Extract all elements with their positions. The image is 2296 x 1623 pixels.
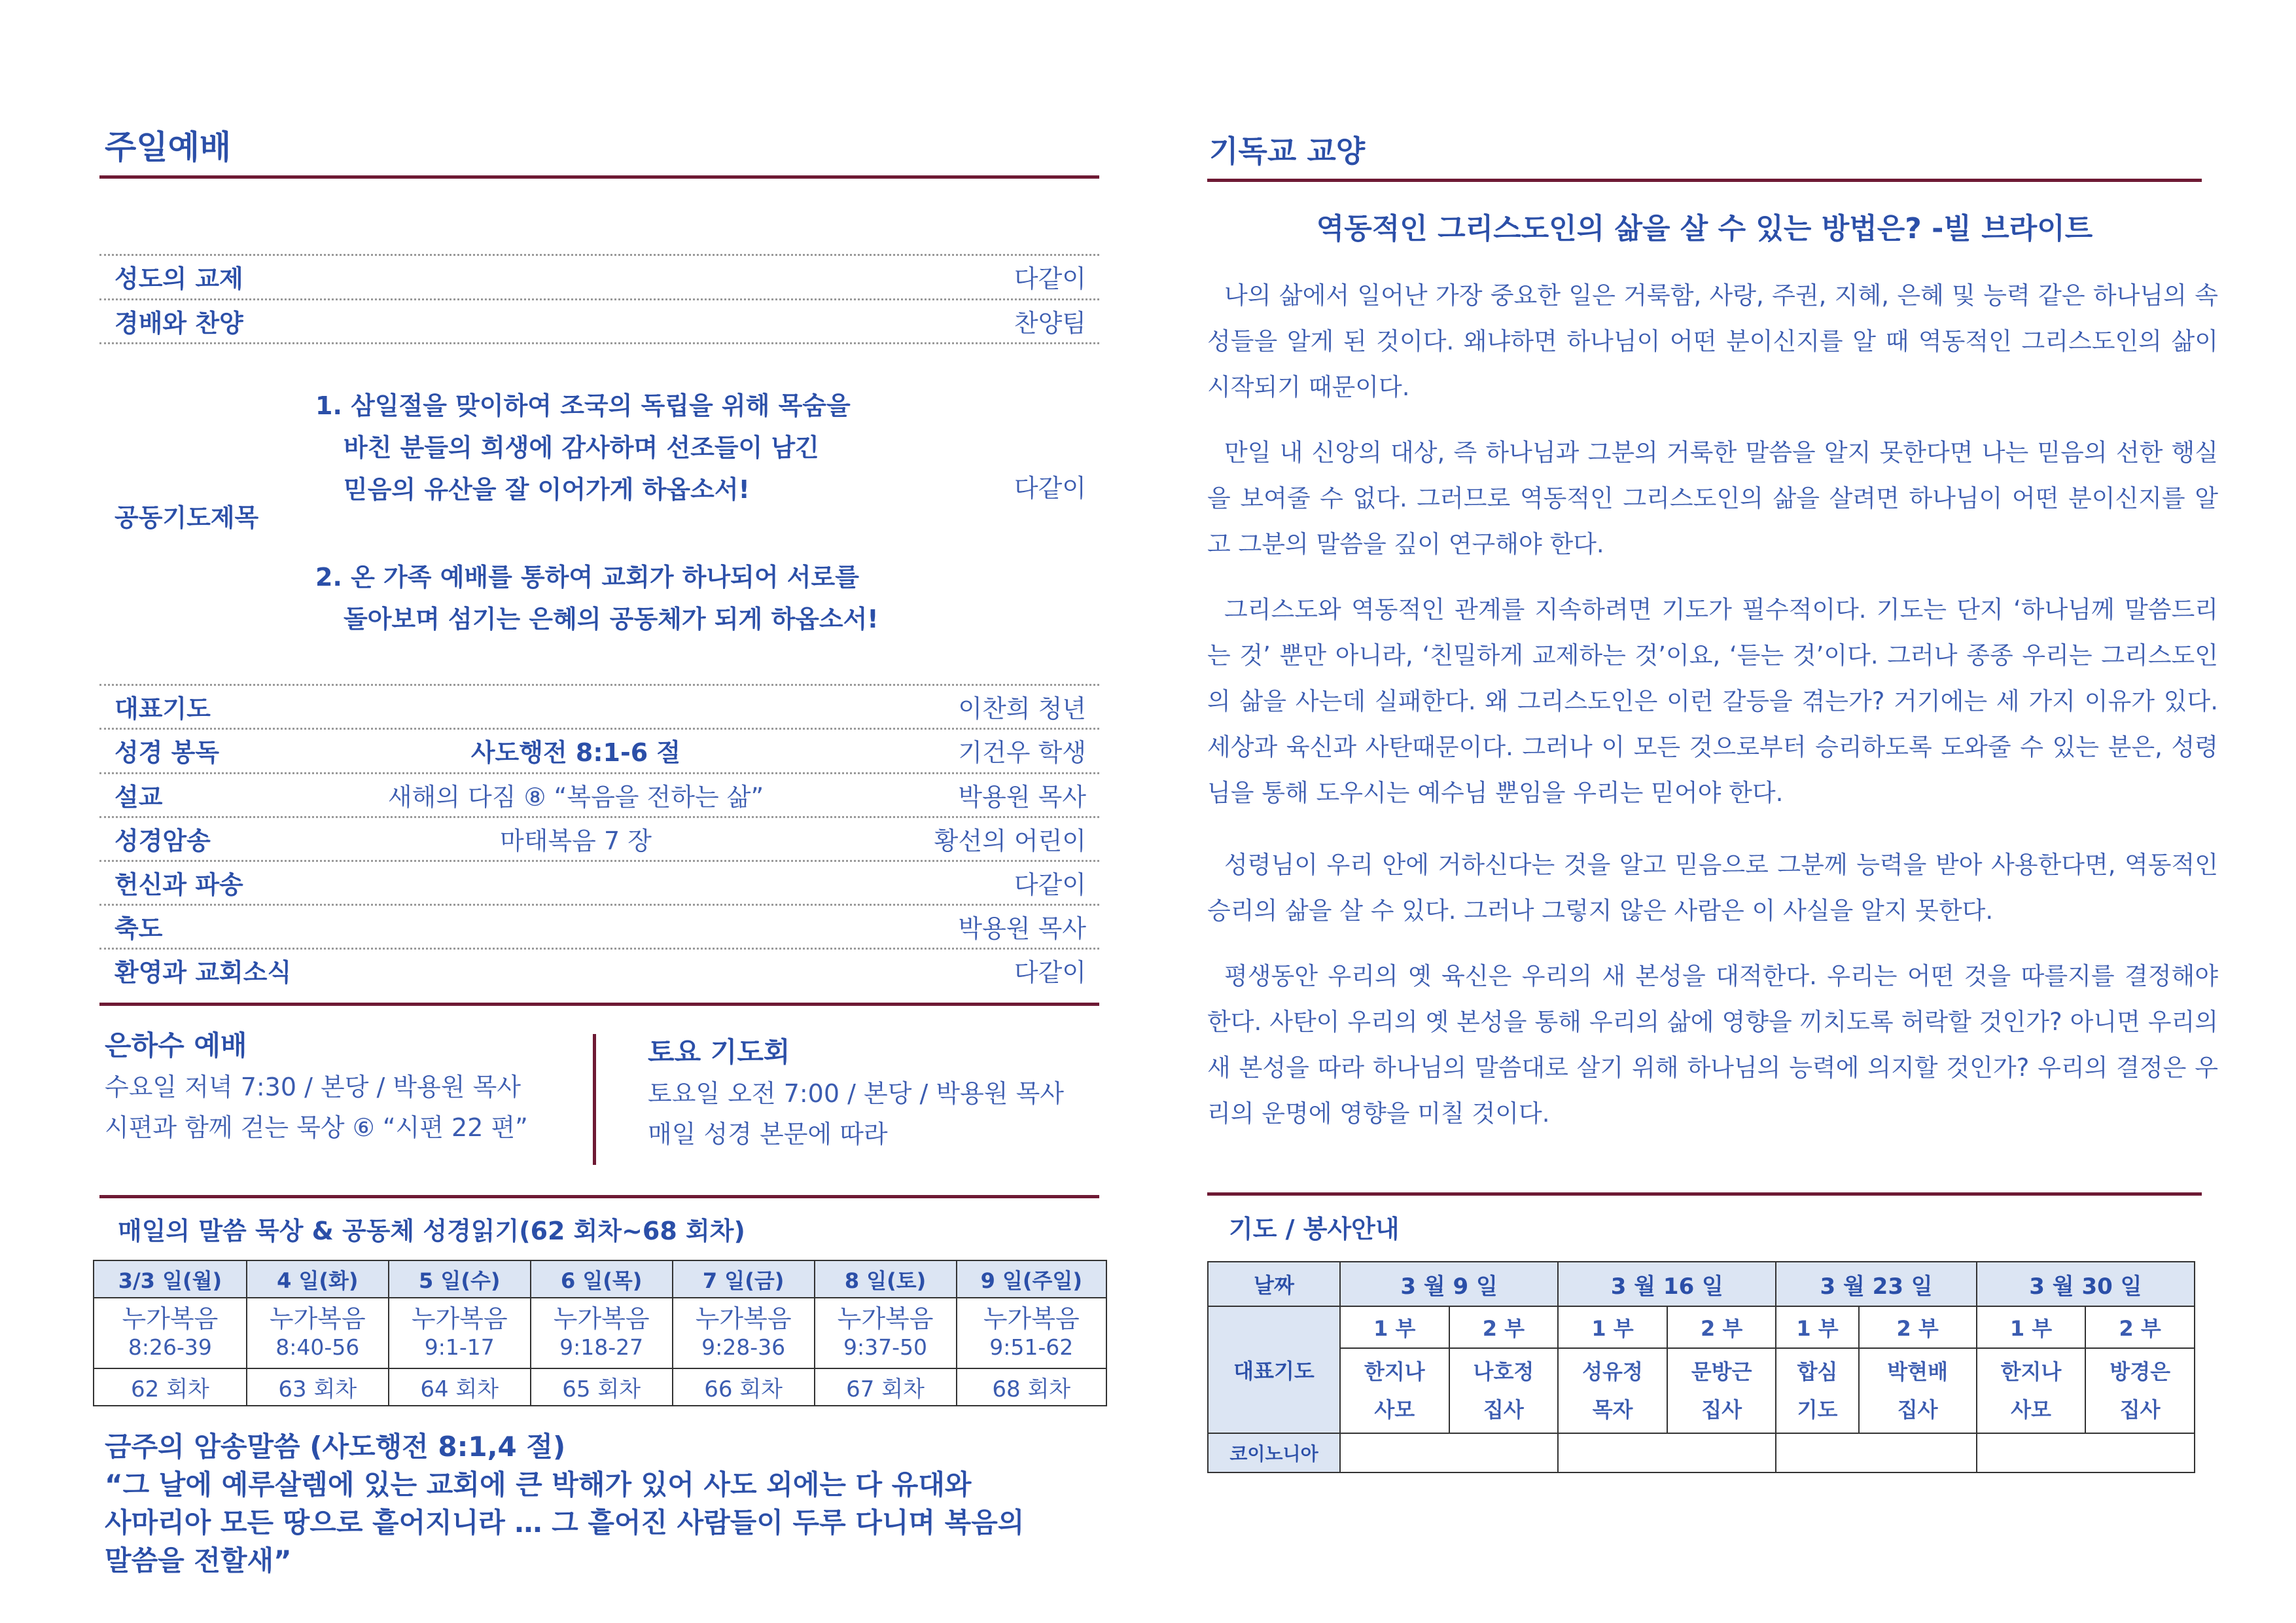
koinonia-cell bbox=[1776, 1433, 1976, 1472]
reading-day: 7 일(금) bbox=[673, 1260, 815, 1298]
reading-passage bbox=[94, 1298, 247, 1368]
prayer-leader-name: 문방근 bbox=[1691, 1359, 1752, 1384]
reading-round: 62 회차 bbox=[94, 1368, 247, 1406]
saturday-prayer-time: 토요일 오전 7:00 / 본당 / 박용원 목사 bbox=[648, 1079, 1064, 1108]
divider bbox=[99, 860, 1099, 862]
wednesday-service-time: 수요일 저녁 7:30 / 본당 / 박용원 목사 bbox=[105, 1073, 521, 1101]
reading-verses: 9:18-27 bbox=[559, 1334, 644, 1360]
divider bbox=[1207, 1192, 2202, 1196]
service-date: 3 월 30 일 bbox=[1977, 1262, 2195, 1306]
divider bbox=[99, 175, 1099, 179]
service-part: 2 부 bbox=[1859, 1306, 1977, 1348]
article-paragraph-4: 성령님이 우리 안에 거하신다는 것을 알고 믿음으로 그분께 능력을 받아 사용한다면, 역동적인 승리의 삶을 살 수 있다. 그러나 그렇지 않은 사람은 이 사실을 알지 못한다. bbox=[1207, 851, 2218, 925]
order-leader: 이찬희 청년 bbox=[958, 694, 1086, 723]
reading-verses: 9:37-50 bbox=[843, 1334, 928, 1360]
reading-passage bbox=[531, 1298, 673, 1368]
reading-day: 5 일(수) bbox=[389, 1260, 531, 1298]
reading-day: 4 일(화) bbox=[247, 1260, 389, 1298]
divider bbox=[99, 298, 1099, 300]
order-leader-praise: 찬양팀 bbox=[1014, 309, 1086, 338]
koinonia-cell bbox=[1340, 1433, 1558, 1472]
service-date: 3 월 23 일 bbox=[1776, 1262, 1976, 1306]
prayer-leader bbox=[1776, 1348, 1858, 1433]
order-leader: 기건우 학생 bbox=[958, 738, 1086, 767]
reading-book: 누가복음 bbox=[837, 1304, 934, 1333]
article-paragraph-1: 나의 삶에서 일어난 가장 중요한 일은 거룩함, 사랑, 주권, 지혜, 은혜 및 능력 같은 하나님의 속성들을 알게 된 것이다. 왜냐하면 하나님이 어떤 분이신지를 알 때 역동적인 그리스도인의 삶이 시작되기 때문이다. bbox=[1207, 281, 2218, 401]
saturday-prayer-title: 토요 기도회 bbox=[648, 1036, 790, 1068]
order-leader: 황선의 어린이 bbox=[934, 827, 1086, 855]
divider bbox=[99, 1003, 1099, 1006]
prayer-leader-name: 나호정 bbox=[1473, 1359, 1534, 1384]
reading-passage bbox=[957, 1298, 1106, 1368]
service-part: 1 부 bbox=[1776, 1306, 1858, 1348]
service-part: 1 부 bbox=[1977, 1306, 2086, 1348]
wednesday-service-title: 은하수 예배 bbox=[105, 1029, 247, 1061]
divider bbox=[99, 684, 1099, 686]
reading-day: 6 일(목) bbox=[531, 1260, 673, 1298]
prayer-leader bbox=[1558, 1348, 1667, 1433]
order-content: 마태복음 7 장 bbox=[500, 827, 652, 855]
order-content: 사도행전 8:1-6 절 bbox=[470, 738, 681, 767]
article-title: 역동적인 그리스도인의 삶을 살 수 있는 방법은? -빌 브라이트 bbox=[1316, 212, 2093, 245]
prayer-leader-title: 사모 bbox=[1374, 1397, 1415, 1422]
reading-round: 65 회차 bbox=[531, 1368, 673, 1406]
prayer-leader bbox=[1977, 1348, 2086, 1433]
service-date: 3 월 16 일 bbox=[1558, 1262, 1776, 1306]
article-paragraph-3: 그리스도와 역동적인 관계를 지속하려면 기도가 필수적이다. 기도는 단지 ‘하나님께 말씀드리는 것’ 뿐만 아니라, ‘친밀하게 교제하는 것’이요, ‘듣는 것’이다. 그러나 종종 우리는 그리스도인의 삶을 사는데 실패한다. 왜 그리스도인은 이런 갈등을 겪는가? 거기에는 세 가지 이유가 있다. 세상과 육신과 사탄때문이다. 그러나 이 모든 것으로부터 승리하도록 도와줄 수 있는 분은, 성령님을 통해 도우시는 예수님 뿐임을 우리는 믿어야 한다. bbox=[1207, 596, 2218, 807]
reading-passage bbox=[389, 1298, 531, 1368]
order-label: 환영과 교회소식 bbox=[115, 958, 292, 987]
reading-round: 64 회차 bbox=[389, 1368, 531, 1406]
prayer-leader-title: 집사 bbox=[1483, 1397, 1524, 1422]
common-prayer-label: 공동기도제목 bbox=[115, 503, 259, 532]
reading-verses: 8:26-39 bbox=[128, 1334, 212, 1360]
divider bbox=[99, 1195, 1099, 1198]
reading-round: 68 회차 bbox=[957, 1368, 1106, 1406]
prayer-leader-name: 박현배 bbox=[1887, 1359, 1948, 1384]
prayer-leader-name: 한지나 bbox=[2000, 1359, 2062, 1384]
reading-book: 누가복음 bbox=[122, 1304, 219, 1333]
service-schedule-table bbox=[1207, 1261, 2195, 1473]
order-label: 성경 봉독 bbox=[115, 738, 220, 767]
order-label: 설교 bbox=[115, 783, 163, 812]
representative-prayer-label: 대표기도 bbox=[1208, 1306, 1340, 1433]
divider bbox=[99, 948, 1099, 950]
reading-verses: 9:51-62 bbox=[989, 1334, 1074, 1360]
divider bbox=[99, 254, 1099, 256]
service-part: 2 부 bbox=[1667, 1306, 1776, 1348]
date-header: 날짜 bbox=[1208, 1262, 1340, 1306]
article-paragraph-5: 평생동안 우리의 옛 육신은 우리의 새 본성을 대적한다. 우리는 어떤 것을 따를지를 결정해야 한다. 사탄이 우리의 옛 본성을 통해 우리의 삶에 영향을 끼치도록 허락할 것인가? 아니면 우리의 새 본성을 따라 하나님의 말씀대로 살기 위해 하나님의 능력에 의지할 것인가? 우리의 결정은 우리의 운명에 영향을 미칠 것이다. bbox=[1207, 962, 2218, 1128]
reading-round: 67 회차 bbox=[815, 1368, 957, 1406]
reading-round: 63 회차 bbox=[247, 1368, 389, 1406]
memory-verse-line-1: “그 날에 예루살렘에 있는 교회에 큰 박해가 있어 사도 외에는 다 유대와 bbox=[105, 1469, 972, 1501]
prayer-leader bbox=[1667, 1348, 1776, 1433]
order-content: 새해의 다짐 ⑧ “복음을 전하는 삶” bbox=[387, 783, 764, 812]
order-leader-fellowship: 다같이 bbox=[1014, 264, 1086, 293]
divider bbox=[99, 342, 1099, 344]
prayer-leader bbox=[1449, 1348, 1559, 1433]
reading-passage bbox=[815, 1298, 957, 1368]
prayer-leader bbox=[2085, 1348, 2195, 1433]
reading-plan-title: 매일의 말씀 묵상 & 공동체 성경읽기(62 회차~68 회차) bbox=[118, 1217, 745, 1245]
reading-book: 누가복음 bbox=[553, 1304, 650, 1333]
memory-verse-line-2: 사마리아 모든 땅으로 흩어지니라 … 그 흩어진 사람들이 두루 다니며 복음의 bbox=[105, 1507, 1025, 1539]
reading-round: 66 회차 bbox=[673, 1368, 815, 1406]
prayer-item-2-line-2: 돌아보며 섬기는 은혜의 공동체가 되게 하옵소서! bbox=[344, 605, 879, 633]
order-leader: 다같이 bbox=[1014, 870, 1086, 899]
wednesday-service-topic: 시편과 함께 걷는 묵상 ⑥ “시편 22 편” bbox=[105, 1113, 528, 1142]
koinonia-cell bbox=[1977, 1433, 2195, 1472]
prayer-leader-title: 기도 bbox=[1797, 1397, 1838, 1422]
reading-verses: 9:28-36 bbox=[701, 1334, 786, 1360]
reading-book: 누가복음 bbox=[411, 1304, 508, 1333]
order-label: 성경암송 bbox=[115, 827, 211, 855]
prayer-leader-title: 집사 bbox=[1897, 1397, 1938, 1422]
memory-verse-title: 금주의 암송말씀 (사도행전 8:1,4 절) bbox=[105, 1431, 566, 1463]
reading-plan-table bbox=[93, 1260, 1107, 1406]
vertical-divider bbox=[593, 1034, 596, 1165]
reading-passage bbox=[673, 1298, 815, 1368]
divider bbox=[1207, 179, 2202, 182]
reading-verses: 9:1-17 bbox=[424, 1334, 495, 1360]
prayer-leader bbox=[1859, 1348, 1977, 1433]
reading-book: 누가복음 bbox=[983, 1304, 1080, 1333]
culture-section-title: 기독교 교양 bbox=[1209, 134, 1366, 169]
prayer-leader-title: 목자 bbox=[1592, 1397, 1633, 1422]
reading-book: 누가복음 bbox=[269, 1304, 366, 1333]
service-part: 1 부 bbox=[1340, 1306, 1449, 1348]
prayer-leader-name: 성유정 bbox=[1582, 1359, 1643, 1384]
prayer-leader bbox=[1340, 1348, 1449, 1433]
reading-passage bbox=[247, 1298, 389, 1368]
reading-day: 3/3 일(월) bbox=[94, 1260, 247, 1298]
saturday-prayer-note: 매일 성경 본문에 따라 bbox=[648, 1120, 888, 1149]
reading-day: 9 일(주일) bbox=[957, 1260, 1106, 1298]
divider bbox=[99, 728, 1099, 730]
order-label: 헌신과 파송 bbox=[115, 870, 243, 899]
divider bbox=[99, 816, 1099, 818]
prayer-leader-title: 집사 bbox=[2119, 1397, 2161, 1422]
order-label: 대표기도 bbox=[115, 694, 211, 723]
order-leader: 다같이 bbox=[1014, 958, 1086, 987]
order-label-praise: 경배와 찬양 bbox=[115, 309, 243, 338]
memory-verse-line-3: 말씀을 전할새” bbox=[105, 1544, 292, 1577]
reading-day: 8 일(토) bbox=[815, 1260, 957, 1298]
common-prayer-leader: 다같이 bbox=[1014, 474, 1086, 503]
koinonia-label: 코이노니아 bbox=[1208, 1433, 1340, 1472]
divider bbox=[99, 772, 1099, 774]
koinonia-cell bbox=[1558, 1433, 1776, 1472]
service-part: 2 부 bbox=[2085, 1306, 2195, 1348]
order-leader: 박용원 목사 bbox=[958, 914, 1086, 943]
service-part: 1 부 bbox=[1558, 1306, 1667, 1348]
order-label: 축도 bbox=[115, 914, 163, 943]
prayer-item-1-line-1: 1. 삼일절을 맞이하여 조국의 독립을 위해 목숨을 bbox=[315, 391, 851, 420]
order-leader: 박용원 목사 bbox=[958, 783, 1086, 812]
prayer-leader-title: 사모 bbox=[2011, 1397, 2051, 1422]
reading-verses: 8:40-56 bbox=[275, 1334, 360, 1360]
prayer-leader-name: 한지나 bbox=[1364, 1359, 1425, 1384]
divider bbox=[99, 904, 1099, 906]
service-guide-title: 기도 / 봉사안내 bbox=[1229, 1215, 1400, 1243]
prayer-leader-title: 집사 bbox=[1701, 1397, 1742, 1422]
prayer-item-1-line-2: 바친 분들의 희생에 감사하며 선조들이 남긴 bbox=[344, 433, 819, 462]
prayer-leader-name: 합심 bbox=[1797, 1359, 1838, 1384]
reading-book: 누가복음 bbox=[695, 1304, 792, 1333]
worship-section-title: 주일예배 bbox=[105, 128, 232, 166]
article-paragraph-2: 만일 내 신앙의 대상, 즉 하나님과 그분의 거룩한 말씀을 알지 못한다면 나는 믿음의 선한 행실을 보여줄 수 없다. 그러므로 역동적인 그리스도인의 삶을 살려면 하나님이 어떤 분이신지를 알고 그분의 말씀을 깊이 연구해야 한다. bbox=[1207, 438, 2218, 558]
service-part: 2 부 bbox=[1449, 1306, 1559, 1348]
prayer-item-2-line-1: 2. 온 가족 예배를 통하여 교회가 하나되어 서로를 bbox=[315, 563, 859, 592]
service-date: 3 월 9 일 bbox=[1340, 1262, 1558, 1306]
order-label-fellowship: 성도의 교제 bbox=[115, 264, 243, 293]
prayer-leader-name: 방경은 bbox=[2110, 1359, 2171, 1384]
prayer-item-1-line-3: 믿음의 유산을 잘 이어가게 하옵소서! bbox=[344, 475, 750, 504]
